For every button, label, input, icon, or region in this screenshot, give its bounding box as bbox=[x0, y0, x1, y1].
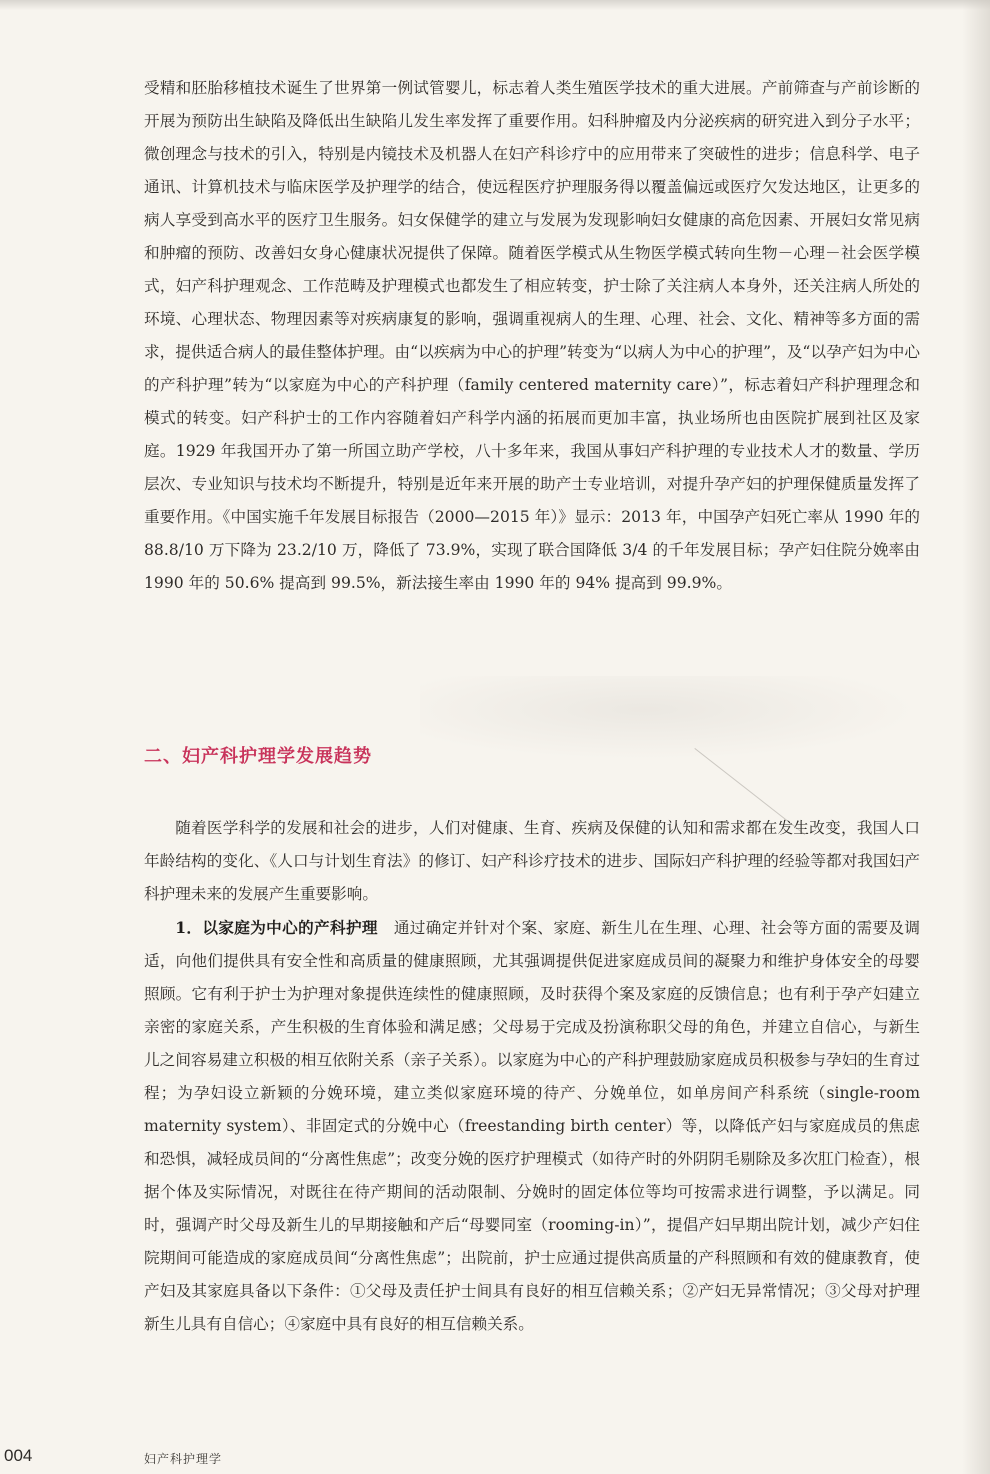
page-footer bbox=[0, 1440, 990, 1474]
section-heading-trends: 二、妇产科护理学发展趋势 bbox=[144, 746, 372, 767]
show-through-smudge bbox=[420, 676, 920, 760]
body-paragraph-intro: 随着医学科学的发展和社会的进步，人们对健康、生育、疾病及保健的认知和需求都在发生改变，我国人口年龄结构的变化、《人口与计划生育法》的修订、妇产科诊疗技术的进步、国际妇产科护理的经验等都对我国妇产科护理未来的发展产生重要影响。 bbox=[144, 819, 920, 903]
body-paragraph-history: 受精和胚胎移植技术诞生了世界第一例试管婴儿，标志着人类生殖医学技术的重大进展。产前筛查与产前诊断的开展为预防出生缺陷及降低出生缺陷儿发生率发挥了重要作用。妇科肿瘤及内分泌疾病的研究进入到分子水平；微创理念与技术的引入，特别是内镜技术及机器人在妇产科诊疗中的应用带来了突破性的进步；信息科学、电子通讯、计算机技术与临床医学及护理学的结合，使远程医疗护理服务得以覆盖偏远或医疗欠发达地区，让更多的病人享受到高水平的医疗卫生服务。妇女保健学的建立与发展为发现影响妇女健康的高危因素、开展妇女常见病和肿瘤的预防、改善妇女身心健康状况提供了保障。随着医学模式从生物医学模式转向生物－心理－社会医学模式，妇产科护理观念、工作范畴及护理模式也都发生了相应转变，护士除了关注病人本身外，还关注病人所处的环境、心理状态、物理因素等对疾病康复的影响，强调重视病人的生理、心理、社会、文化、精神等多方面的需求，提供适合病人的最佳整体护理。由“以疾病为中心的护理”转变为“以病人为中心的护理”，及“以孕产妇为中心的产科护理”转为“以家庭为中心的产科护理（family centered maternity care）”，标志着妇产科护理理念和模式的转变。妇产科护士的工作内容随着妇产科学内涵的拓展而更加丰富，执业场所也由医院扩展到社区及家庭。1929 年我国开办了第一所国立助产学校，八十多年来，我国从事妇产科护理的专业技术人才的数量、学历层次、专业知识与技术均不断提升，特别是近年来开展的助产士专业培训，对提升孕产妇的护理保健质量发挥了重要作用。《中国实施千年发展目标报告（2000—2015 年）》显示：2013 年，中国孕产妇死亡率从 1990 年的 88.8/10 万下降为 23.2/10 万，降低了 73.9%，实现了联合国降低 3/4 的千年发展目标；孕产妇住院分娩率由 1990 年的 50.6% 提高到 99.5%，新法接生率由 1990 年的 94% 提高到 99.9%。 bbox=[144, 79, 920, 592]
page-number: 004 bbox=[4, 1446, 33, 1465]
body-paragraph-family-centered bbox=[144, 911, 920, 1341]
running-title: 妇产科护理学 bbox=[144, 1452, 223, 1466]
scan-top-shadow bbox=[0, 0, 990, 10]
item-1-heading: 1．以家庭为中心的产科护理 bbox=[175, 918, 378, 937]
item-1-body: 通过确定并针对个案、家庭、新生儿在生理、心理、社会等方面的需要及调适，向他们提供具有安全性和高质量的健康照顾，尤其强调提供促进家庭成员间的凝聚力和维护身体安全的母婴照顾。它有利于护士为护理对象提供连续性的健康照顾，及时获得个案及家庭的反馈信息；也有利于孕产妇建立亲密的家庭关系，产生积极的生育体验和满足感；父母易于完成及扮演称职父母的角色，并建立自信心，与新生儿之间容易建立积极的相互依附关系（亲子关系）。以家庭为中心的产科护理鼓励家庭成员积极参与孕妇的生育过程；为孕妇设立新颖的分娩环境，建立类似家庭环境的待产、分娩单位，如单房间产科系统（single-room maternity system）、非固定式的分娩中心（freestanding birth center）等，以降低产妇与家庭成员的焦虑和恐惧，减轻成员间的“分离性焦虑”；改变分娩的医疗护理模式（如待产时的外阴阴毛剔除及多次肛门检查），根据个体及实际情况，对既往在待产期间的活动限制、分娩时的固定体位等均可按需求进行调整，予以满足。同时，强调产时父母及新生儿的早期接触和产后“母婴同室（rooming-in）”，提倡产妇早期出院计划，减少产妇住院期间可能造成的家庭成员间“分离性焦虑”；出院前，护士应通过提供高质量的产科照顾和有效的健康教育，使产妇及其家庭具备以下条件：①父母及责任护士间具有良好的相互信赖关系；②产妇无异常情况；③父母对护理新生儿具有自信心；④家庭中具有良好的相互信赖关系。 bbox=[144, 919, 920, 1333]
scan-gutter-shadow bbox=[962, 0, 990, 1474]
